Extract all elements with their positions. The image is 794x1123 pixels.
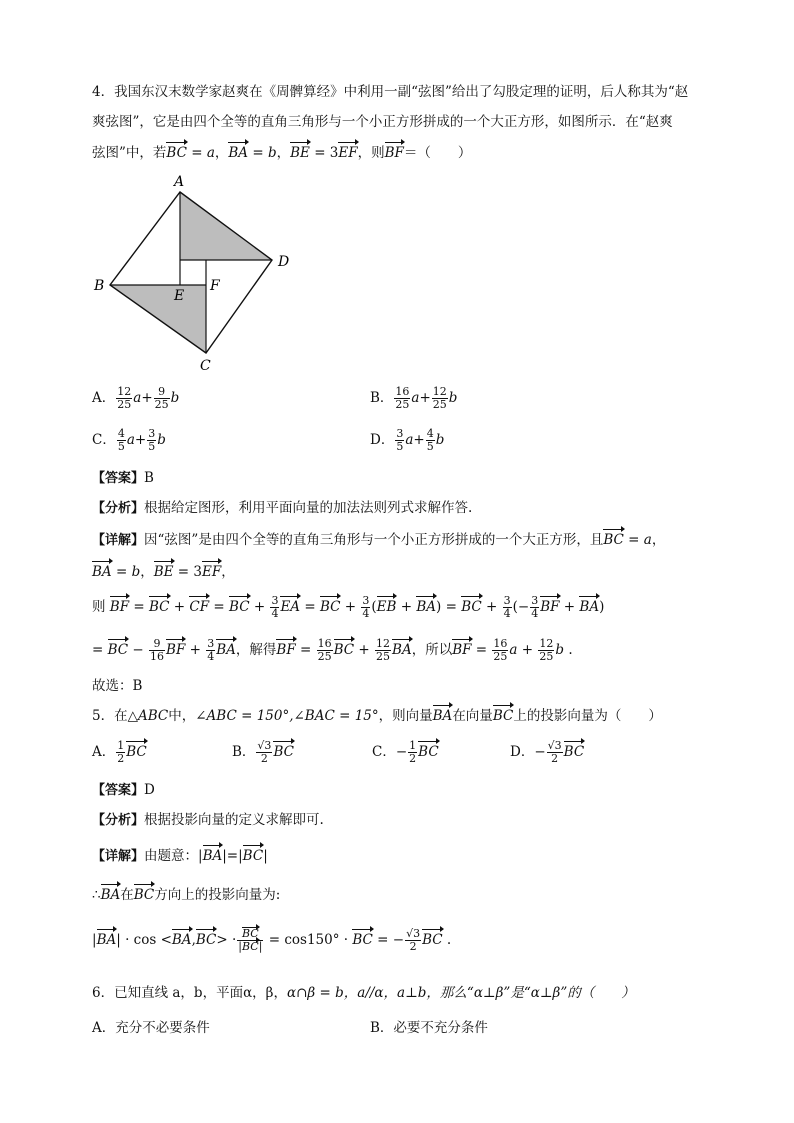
q6-option-b[interactable]: B．必要不充分条件 xyxy=(370,1020,488,1036)
q4-detail-1: 【详解】因“弦图”是由四个全等的直角三角形与一个小正方形拼成的一个大正方形，且BC = a， xyxy=(92,532,666,548)
q4-line3: 弦图”中，若BC = a，BA = b，BE = 3EF，则BF＝（ ） xyxy=(92,145,472,161)
q4-line1: 4．我国东汉末数学家赵爽在《周髀算经》中利用一副“弦图”给出了勾股定理的证明，后人称其为“赵 xyxy=(92,84,689,100)
q4-line2: 爽弦图”，它是由四个全等的直角三角形与一个小正方形拼成的一个大正方形，如图所示．在“赵爽 xyxy=(92,114,673,130)
q4-detail-4: = BC − $\frac{9}{16}$ BF + $\frac{3}{4}$ BA，解得BF = $\frac{16}{25}$ BC + $\frac{12}{25}$ BA，所以BF = $\frac{16}{25}$ a + $\frac{12}{25}$ b . xyxy=(92,637,573,663)
q4-option-d[interactable]: D． $\frac{3}{5}$ a+ $\frac{4}{5}$ b xyxy=(370,427,445,453)
label-B: B xyxy=(94,278,105,294)
q4-option-c[interactable]: C． $\frac{4}{5}$ a+ $\frac{3}{5}$ b xyxy=(92,427,166,453)
q5-stem: 5．在△ABC中，∠ABC = 150°,∠BAC = 15°，则向量BA在向量BC上的投影向量为（ ） xyxy=(92,708,662,724)
q4-answer: 【答案】B xyxy=(92,470,154,486)
q5-detail-1: 【详解】由题意：|BA|=|BC| xyxy=(92,848,268,864)
q4-option-b[interactable]: B． $\frac{16}{25}$ a+ $\frac{12}{25}$ b xyxy=(370,385,458,411)
q5-answer: 【答案】D xyxy=(92,782,155,798)
label-C: C xyxy=(200,358,211,374)
label-E: E xyxy=(174,288,185,304)
q5-option-b[interactable]: B． $\frac{√3}{2}$ BC xyxy=(232,739,294,765)
q6-option-a[interactable]: A．充分不必要条件 xyxy=(92,1020,210,1036)
q5-detail-2: ∴BA在BC方向上的投影向量为: xyxy=(92,887,281,903)
q5-option-a[interactable]: A． $\frac{1}{2}$ BC xyxy=(92,739,147,765)
label-F: F xyxy=(210,278,220,294)
q4-detail-2: BA = b，BE = 3EF， xyxy=(92,564,235,580)
label-D: D xyxy=(278,254,290,270)
q5-option-d[interactable]: D．− $\frac{√3}{2}$ BC xyxy=(510,739,585,765)
label-A: A xyxy=(174,174,185,190)
q4-analysis: 【分析】根据给定图形，利用平面向量的加法法则列式求解作答. xyxy=(92,500,473,516)
zhao-shuang-figure xyxy=(90,170,300,380)
q5-analysis: 【分析】根据投影向量的定义求解即可. xyxy=(92,812,324,828)
q6-stem: 6．已知直线 a，b，平面α，β，α∩β = b，a//α，a⊥b，那么“α⊥β”是“α⊥β”的（ ） xyxy=(92,985,635,1001)
q5-option-c[interactable]: C．− $\frac{1}{2}$ BC xyxy=(372,739,439,765)
q4-option-a[interactable]: A． $\frac{12}{25}$ a+ $\frac{9}{25}$ b xyxy=(92,385,180,411)
q5-detail-3: |BA| · cos <BA,BC> · $\frac{BC}{|BC|}$ = cos150° · BC = − $\frac{√3}{2}$ BC . xyxy=(92,927,452,953)
q4-conclusion: 故选：B xyxy=(92,678,143,694)
q4-detail-3: 则 BF = BC + CF = BC + $\frac{3}{4}$ EA = BC + $\frac{3}{4}$ (EB + BA) = BC + $\frac{3}{4}$ (− $\frac{3}{4}$ BF + BA) xyxy=(92,594,605,620)
